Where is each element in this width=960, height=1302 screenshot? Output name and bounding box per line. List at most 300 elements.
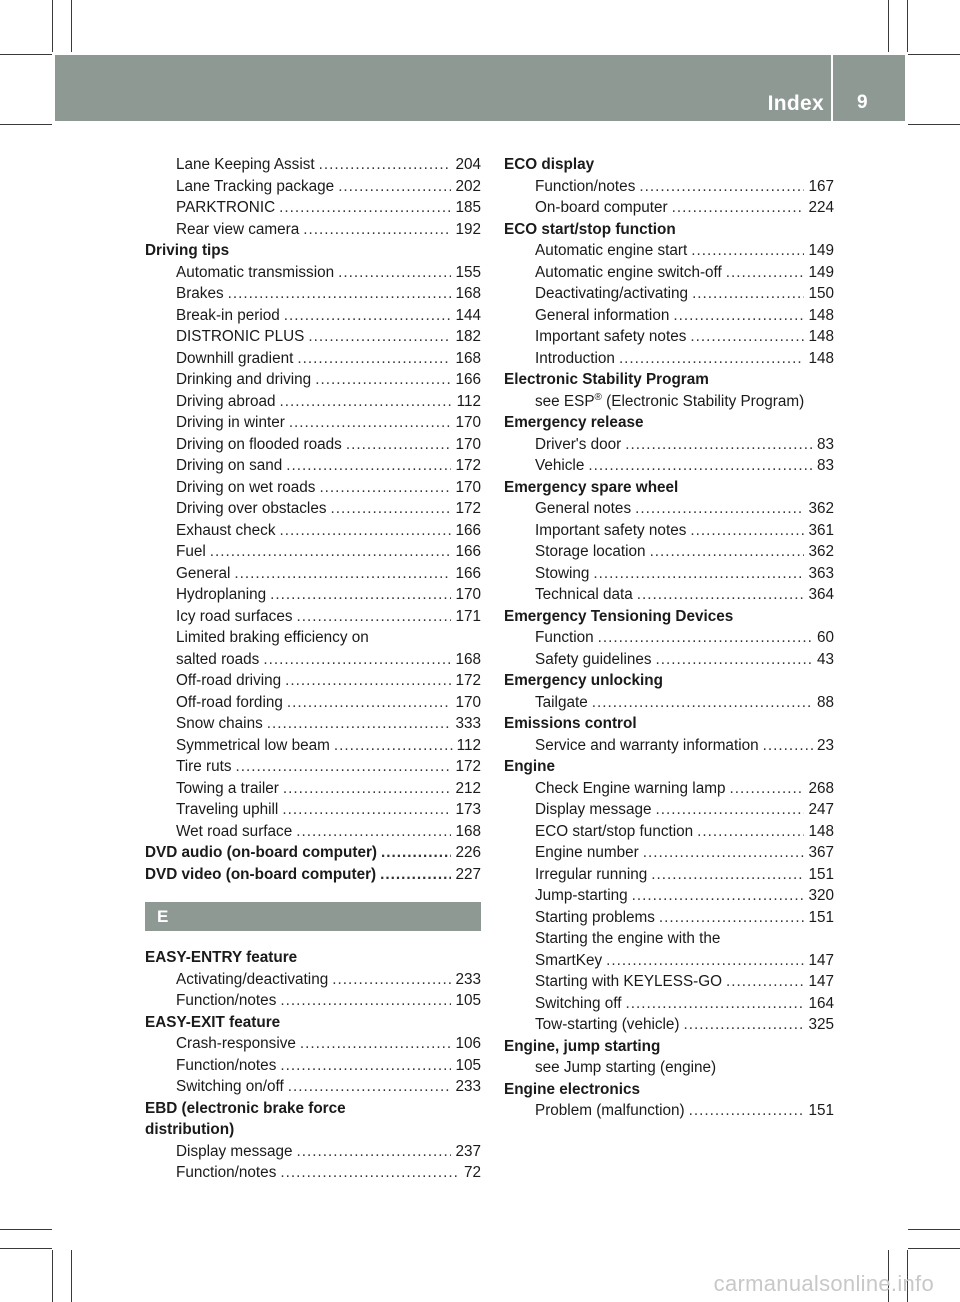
dot-leader [228,283,452,305]
dot-leader [697,821,804,843]
page-title: Index [767,92,824,115]
entry-page-number: 363 [808,564,834,582]
entry-page-number: 148 [808,306,834,324]
entry-page-number: 105 [455,992,481,1009]
index-entry [504,971,834,993]
entry-page-number: 202 [455,177,481,195]
dot-leader [279,391,452,413]
entry-page-number: 170 [455,586,481,603]
dot-leader [296,821,451,843]
entry-label: Driving over obstacles [176,500,327,517]
dot-leader [729,778,804,800]
index-entry [145,821,481,843]
index-entry [145,1055,481,1077]
index-entry [145,262,481,284]
entry-label: On-board computer [535,199,668,216]
crop-mark [908,1229,960,1230]
dot-leader [684,1014,805,1036]
crop-mark [52,1250,53,1302]
entry-label: Jump-starting [535,887,628,904]
dot-leader [279,520,451,542]
entry-page-number: 170 [455,478,481,496]
dot-leader [672,197,805,219]
index-heading: ECO start/stop function [504,220,676,238]
entry-label: Driving in winter [176,414,285,431]
index-heading: ECO display [504,156,595,173]
entry-page-number: 168 [455,650,481,668]
index-heading: Electronic Stability Program [504,371,709,388]
entry-label: Deactivating/activating [535,285,689,302]
entry-label: Lane Tracking package [176,177,335,195]
entry-page-number: 150 [808,285,834,302]
cross-ref-text: (Electronic Stability Program) [601,392,805,410]
dot-leader [643,842,805,864]
entry-label: Driving on wet roads [176,478,316,496]
entry-label: Important safety notes [535,521,687,539]
dot-leader [308,326,451,348]
entry-page-number: 148 [808,822,834,840]
index-heading: Engine [504,758,555,775]
dot-leader [210,541,452,563]
entry-label: Storage location [535,543,646,560]
entry-label: DVD video (on-board computer) [145,865,377,883]
index-entry [145,1076,481,1098]
index-entry [504,821,834,843]
dot-leader [763,735,813,757]
index-entry [145,1141,481,1163]
entry-label: Technical data [535,586,633,603]
dot-leader [289,412,452,434]
dot-leader [380,864,451,886]
entry-page-number: 155 [455,263,481,281]
index-entry [145,990,481,1012]
entry-label: ECO start/stop function [535,822,694,840]
index-entry [145,799,481,821]
index-entry [504,864,834,886]
index-entry [145,455,481,477]
entry-label: Introduction [535,349,615,367]
section-letter: E [145,902,481,931]
index-entry [504,885,834,907]
entry-page-number: 144 [455,306,481,324]
dot-leader [300,1033,452,1055]
dot-leader [284,305,452,327]
dot-leader [283,778,452,800]
entry-label: Switching on/off [176,1078,284,1095]
entry-page-number: 168 [455,349,481,367]
entry-label: Starting problems [535,908,655,926]
entry-label: Display message [535,801,652,818]
dot-leader [659,907,805,929]
index-entry [145,541,481,563]
entry-label: Display message [176,1142,293,1160]
index-heading: EBD (electronic brake force [145,1099,346,1117]
index-entry [504,649,834,671]
index-entry [504,498,834,520]
entry-page-number: 233 [455,1078,481,1095]
dot-leader [303,219,451,241]
dot-leader [234,563,451,585]
entry-page-number: 362 [808,500,834,517]
entry-page-number: 60 [816,629,834,646]
entry-label: Irregular running [535,865,648,883]
entry-page-number: 72 [463,1164,481,1181]
entry-page-number: 106 [455,1035,481,1052]
dot-leader [280,990,451,1012]
index-entry [145,391,481,413]
entry-label: Hydroplaning [176,586,267,603]
index-entry [145,584,481,606]
dot-leader [319,477,451,499]
dot-leader [315,369,451,391]
entry-page-number: 166 [455,564,481,582]
entry-page-number: 224 [808,199,834,216]
entry-page-number: 148 [808,328,834,345]
page-number: 9 [857,92,868,113]
index-subentry-text: Limited braking efficiency on [176,629,369,646]
entry-label: Engine number [535,844,639,861]
entry-page-number: 170 [455,693,481,711]
entry-label: Function [535,629,594,646]
entry-label: Crash-responsive [176,1035,296,1052]
index-entry [504,1014,834,1036]
entry-label: Starting with KEYLESS-GO [535,973,723,990]
entry-label: Tow-starting (vehicle) [535,1016,680,1033]
dot-leader [297,348,451,370]
entry-page-number: 367 [808,844,834,861]
entry-label: Rear view camera [176,220,300,238]
crop-mark [71,1250,72,1302]
crop-mark [888,0,889,52]
entry-label: Exhaust check [176,521,276,539]
dot-leader [592,692,813,714]
entry-page-number: 233 [455,970,481,988]
index-heading: Emergency Tensioning Devices [504,607,734,625]
crop-mark [52,0,53,52]
dot-leader [651,864,804,886]
entry-page-number: 166 [455,371,481,388]
index-entry [145,283,481,305]
index-entry [504,735,834,757]
index-entry [504,176,834,198]
entry-page-number: 171 [455,607,481,625]
dot-leader [236,756,452,778]
index-entry [145,477,481,499]
entry-page-number: 151 [808,1102,834,1119]
dot-leader [319,154,452,176]
dot-leader [726,971,804,993]
entry-page-number: 88 [816,693,834,711]
entry-label: Driving on sand [176,457,283,474]
dot-leader [296,1141,451,1163]
index-column-left [145,154,481,1184]
entry-page-number: 166 [455,521,481,539]
entry-page-number: 192 [455,220,481,238]
dot-leader [334,735,453,757]
dot-leader [296,606,451,628]
dot-leader [689,1100,805,1122]
index-heading-entry [145,864,481,886]
entry-page-number: 173 [455,801,481,818]
index-subentry-text: see Jump starting (engine) [535,1059,717,1076]
entry-label: Lane Keeping Assist [176,156,315,173]
header-separator [831,55,833,121]
entry-page-number: 149 [808,263,834,281]
index-entry [504,778,834,800]
entry-page-number: 148 [808,349,834,367]
dot-leader [338,262,451,284]
index-entry [504,1100,834,1122]
index-entry [145,326,481,348]
index-entry [504,692,834,714]
crop-mark [907,0,908,52]
entry-label: Stowing [535,564,590,582]
entry-label: Check Engine warning lamp [535,779,726,797]
index-entry [145,713,481,735]
entry-page-number: 166 [455,543,481,560]
index-heading: Emergency unlocking [504,672,663,689]
dot-leader [280,1162,460,1184]
entry-page-number: 227 [455,865,481,883]
entry-page-number: 112 [456,392,481,410]
entry-label: Problem (malfunction) [535,1102,685,1119]
entry-label: Tire ruts [176,758,232,775]
dot-leader [625,434,813,456]
entry-label: General [176,564,231,582]
index-entry [145,348,481,370]
index-entry [504,627,834,649]
entry-page-number: 172 [455,457,481,474]
entry-label: Symmetrical low beam [176,736,330,754]
index-heading: distribution) [145,1121,235,1138]
index-heading: Emissions control [504,715,637,732]
entry-page-number: 172 [455,500,481,517]
entry-label: Driver's door [535,435,622,453]
index-heading: EASY-ENTRY feature [145,949,298,966]
entry-page-number: 212 [455,779,481,797]
crop-mark [0,54,52,55]
dot-leader [279,197,451,219]
index-entry [145,649,481,671]
entry-page-number: 333 [455,715,481,732]
index-entry [145,756,481,778]
index-entry [145,154,481,176]
entry-page-number: 204 [455,156,481,173]
dot-leader [332,969,451,991]
crop-mark [908,124,960,125]
entry-page-number: 151 [808,908,834,926]
dot-leader [656,649,813,671]
entry-page-number: 182 [455,328,481,345]
entry-label: SmartKey [535,951,603,969]
index-entry [504,842,834,864]
crop-mark [0,1229,52,1230]
dot-leader [726,262,805,284]
entry-label: DVD audio (on-board computer) [145,844,377,861]
entry-page-number: 167 [808,177,834,195]
entry-label: Vehicle [535,457,585,474]
entry-page-number: 168 [455,285,481,302]
dot-leader [381,842,451,864]
index-subentry-text: Starting the engine with the [535,930,721,947]
entry-page-number: 23 [816,736,834,754]
index-heading: Engine, jump starting [504,1037,661,1055]
index-entry [504,455,834,477]
index-entry [145,606,481,628]
dot-leader [639,176,804,198]
dot-leader [282,799,451,821]
entry-label: DISTRONIC PLUS [176,328,305,345]
entry-label: Icy road surfaces [176,607,293,625]
dot-leader [280,1055,451,1077]
index-entry [145,520,481,542]
dot-leader [673,305,804,327]
index-entry [145,434,481,456]
dot-leader [346,434,452,456]
index-entry [504,326,834,348]
entry-label: Activating/deactivating [176,970,329,988]
entry-label: General information [535,306,670,324]
index-entry [504,283,834,305]
index-entry [145,735,481,757]
index-entry [145,1033,481,1055]
entry-label: salted roads [176,650,260,668]
crop-mark [908,1248,960,1249]
entry-label: Traveling uphill [176,801,279,818]
dot-leader [692,283,804,305]
index-entry [504,950,834,972]
index-entry [504,563,834,585]
entry-label: Function/notes [176,992,277,1009]
crop-mark [0,124,52,125]
entry-page-number: 172 [455,672,481,689]
index-heading: Emergency release [504,414,644,431]
entry-label: Service and warranty information [535,736,759,754]
dot-leader [650,541,805,563]
watermark: carmanualsonline.info [713,1271,934,1296]
index-entry [504,305,834,327]
dot-leader [606,950,804,972]
index-entry [145,219,481,241]
entry-page-number: 247 [808,801,834,818]
index-entry [504,541,834,563]
index-heading: Driving tips [145,242,230,259]
dot-leader [625,993,804,1015]
entry-label: Function/notes [535,177,636,195]
dot-leader [691,240,804,262]
index-entry [504,907,834,929]
dot-leader [635,498,804,520]
index-entry [145,563,481,585]
index-entry [504,348,834,370]
dot-leader [690,520,804,542]
entry-label: Function/notes [176,1164,277,1181]
index-entry [504,197,834,219]
entry-page-number: 168 [455,822,481,840]
entry-page-number: 362 [808,543,834,560]
dot-leader [598,627,813,649]
entry-page-number: 83 [816,435,834,453]
entry-page-number: 147 [808,973,834,990]
entry-label: Snow chains [176,715,263,732]
dot-leader [338,176,451,198]
index-entry [145,498,481,520]
dot-leader [267,713,452,735]
index-column-right [504,154,834,1122]
index-heading-entry [145,842,481,864]
index-entry [145,778,481,800]
dot-leader [588,455,813,477]
entry-page-number: 147 [808,951,834,969]
dot-leader [288,1076,452,1098]
index-cross-reference [504,391,834,413]
dot-leader [690,326,804,348]
entry-label: Break-in period [176,306,280,324]
crop-mark [71,0,72,52]
entry-page-number: 170 [455,435,481,453]
entry-page-number: 112 [456,736,481,754]
crop-mark [908,54,960,55]
entry-page-number: 185 [455,199,481,216]
entry-label: Automatic transmission [176,263,335,281]
entry-page-number: 170 [455,414,481,431]
index-entry [504,240,834,262]
entry-label: Driving abroad [176,392,276,410]
entry-page-number: 43 [816,650,834,668]
index-entry [145,670,481,692]
dot-leader [619,348,805,370]
entry-page-number: 320 [808,887,834,904]
index-entry [504,799,834,821]
entry-label: Brakes [176,285,224,302]
dot-leader [593,563,804,585]
entry-label: Fuel [176,543,206,560]
index-entry [145,692,481,714]
dot-leader [330,498,451,520]
entry-label: Driving on flooded roads [176,435,342,453]
entry-label: Drinking and driving [176,371,312,388]
index-entry [145,412,481,434]
index-heading: Engine electronics [504,1080,641,1098]
index-entry [145,1162,481,1184]
entry-label: Tailgate [535,693,588,711]
entry-page-number: 105 [455,1056,481,1074]
cross-ref-text: see ESP [535,392,595,410]
registered-mark: ® [594,391,602,403]
dot-leader [637,584,805,606]
dot-leader [286,455,451,477]
entry-label: Safety guidelines [535,650,652,668]
index-entry [504,584,834,606]
entry-label: Towing a trailer [176,779,279,797]
entry-page-number: 151 [808,865,834,883]
entry-label: Automatic engine switch-off [535,263,722,281]
entry-label: Off-road driving [176,672,282,689]
entry-page-number: 361 [808,521,834,539]
entry-label: Downhill gradient [176,349,294,367]
entry-page-number: 172 [455,758,481,775]
index-entry [145,969,481,991]
entry-page-number: 226 [455,844,481,861]
entry-page-number: 237 [455,1142,481,1160]
dot-leader [287,692,452,714]
entry-label: Important safety notes [535,328,687,345]
dot-leader [270,584,451,606]
index-entry [145,369,481,391]
index-heading: EASY-EXIT feature [145,1013,281,1031]
index-entry [145,176,481,198]
entry-page-number: 364 [808,586,834,603]
